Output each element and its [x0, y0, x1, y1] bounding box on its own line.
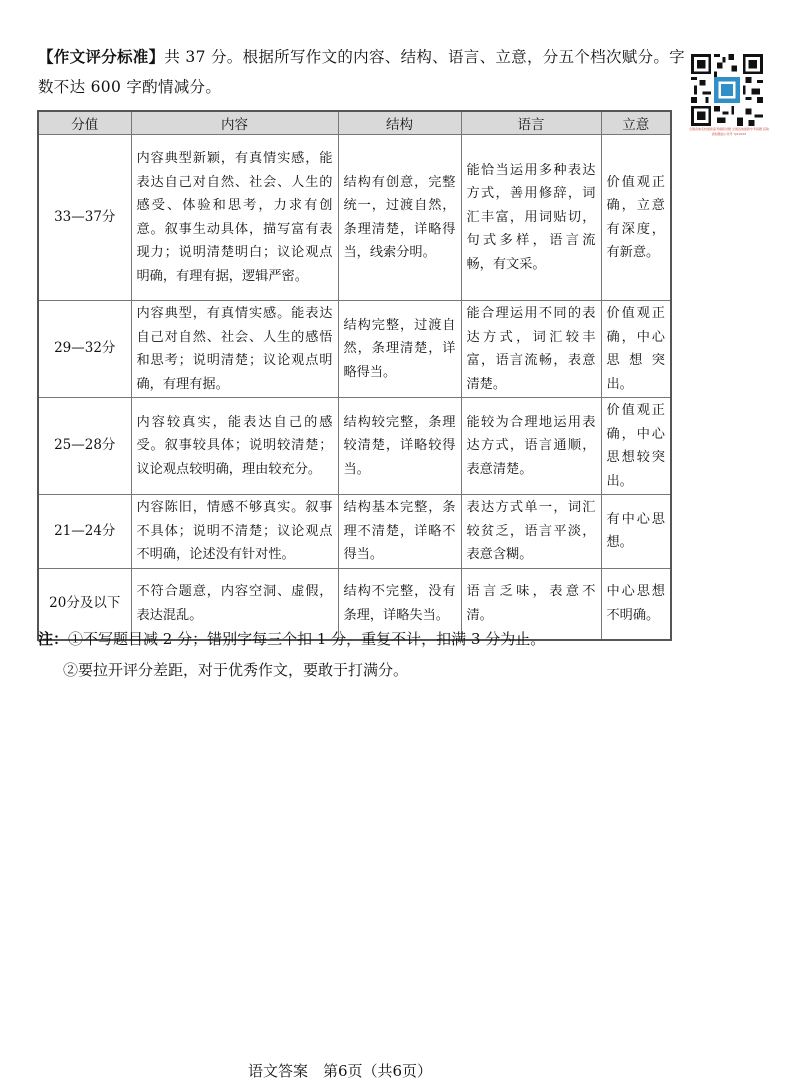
content-cell: 内容陈旧，情感不够真实。叙事不具体；说明不清楚；议论观点不明确，论述没有针对性。 — [131, 495, 338, 569]
language-cell: 表达方式单一，词汇较贫乏，语言平淡，表意含糊。 — [461, 495, 601, 569]
structure-cell: 结构较完整，条理较清楚，详略较得当。 — [338, 398, 461, 495]
section-heading: 【作文评分标准】 — [38, 48, 165, 66]
content-cell: 内容典型新颖，有真情实感，能表达自己对自然、社会、人生的感受、体验和思考，力求有创意。叙事生动具体，描写富有表现力；说明清楚明白；议论观点明确，有理有据，逻辑严密。 — [131, 135, 338, 301]
column-header-content: 内容 — [131, 111, 338, 135]
content-cell: 内容典型，有真情实感。能表达自己对自然、社会、人生的感悟和思考；说明清楚；议论观点明确，有理有据。 — [131, 301, 338, 398]
score-cell: 21—24分 — [38, 495, 131, 569]
theme-cell: 中心思想不明确。 — [601, 568, 671, 640]
language-cell: 能恰当运用多种表达方式，善用修辞，词汇丰富，用词贴切，句式多样，语言流畅，有文采。 — [461, 135, 601, 301]
theme-cell: 价值观正确，中心思想较突出。 — [601, 398, 671, 495]
theme-cell: 有中心思想。 — [601, 495, 671, 569]
qr-code-icon — [691, 54, 763, 126]
table-row — [38, 398, 671, 495]
note-item-2: ②要拉开评分差距，对于优秀作文，要敢于打满分。 — [63, 661, 409, 679]
table-header-row — [38, 111, 671, 135]
content-cell: 不符合题意，内容空洞、虚假，表达混乱。 — [131, 568, 338, 640]
scoring-table — [37, 110, 672, 641]
theme-cell: 价值观正确，立意有深度，有新意。 — [601, 135, 671, 301]
score-cell: 25—28分 — [38, 398, 131, 495]
note-line-1 — [38, 624, 738, 655]
column-header-score: 分值 — [38, 111, 131, 135]
notes-section — [38, 624, 738, 686]
score-cell: 33—37分 — [38, 135, 131, 301]
content-cell: 内容较真实，能表达自己的感受。叙事较具体；说明较清楚；议论观点较明确，理由较充分。 — [131, 398, 338, 495]
structure-cell: 结构基本完整，条理不清楚，详略不得当。 — [338, 495, 461, 569]
table-row — [38, 135, 671, 301]
column-header-theme: 立意 — [601, 111, 671, 135]
scoring-intro — [38, 42, 688, 102]
note-item-1: ①不写题目减 2 分；错别字每三个扣 1 分，重复不计，扣满 3 分为止。 — [68, 630, 546, 648]
page-footer: 语文答案 第6页（共6页） — [247, 1062, 433, 1080]
score-cell: 20分及以下 — [38, 568, 131, 640]
notes-label: 注： — [38, 630, 69, 648]
theme-cell: 价值观正确，中心思想突出。 — [601, 301, 671, 398]
structure-cell: 结构不完整，没有条理，详略失当。 — [338, 568, 461, 640]
column-header-language: 语言 — [461, 111, 601, 135]
language-cell: 能合理运用不同的表达方式，词汇较丰富，语言流畅，表意清楚。 — [461, 301, 601, 398]
language-cell: 能较为合理地运用表达方式，语言通顺，表意清楚。 — [461, 398, 601, 495]
table-row — [38, 301, 671, 398]
intro-text: 共 37 分。根据所写作文的内容、结构、语言、立意，分五个档次赋分。字数不达 600 字酌情减分。 — [38, 48, 685, 96]
qr-caption: 全国各地名校最新高考模拟试题 全国各地最新中考真题 获取请加微信公众号 YJ21XXX — [689, 127, 769, 136]
column-header-structure: 结构 — [338, 111, 461, 135]
language-cell: 语言乏味，表意不清。 — [461, 568, 601, 640]
table-row — [38, 495, 671, 569]
structure-cell: 结构有创意，完整统一，过渡自然，条理清楚，详略得当，线索分明。 — [338, 135, 461, 301]
score-cell: 29—32分 — [38, 301, 131, 398]
structure-cell: 结构完整，过渡自然，条理清楚，详略得当。 — [338, 301, 461, 398]
